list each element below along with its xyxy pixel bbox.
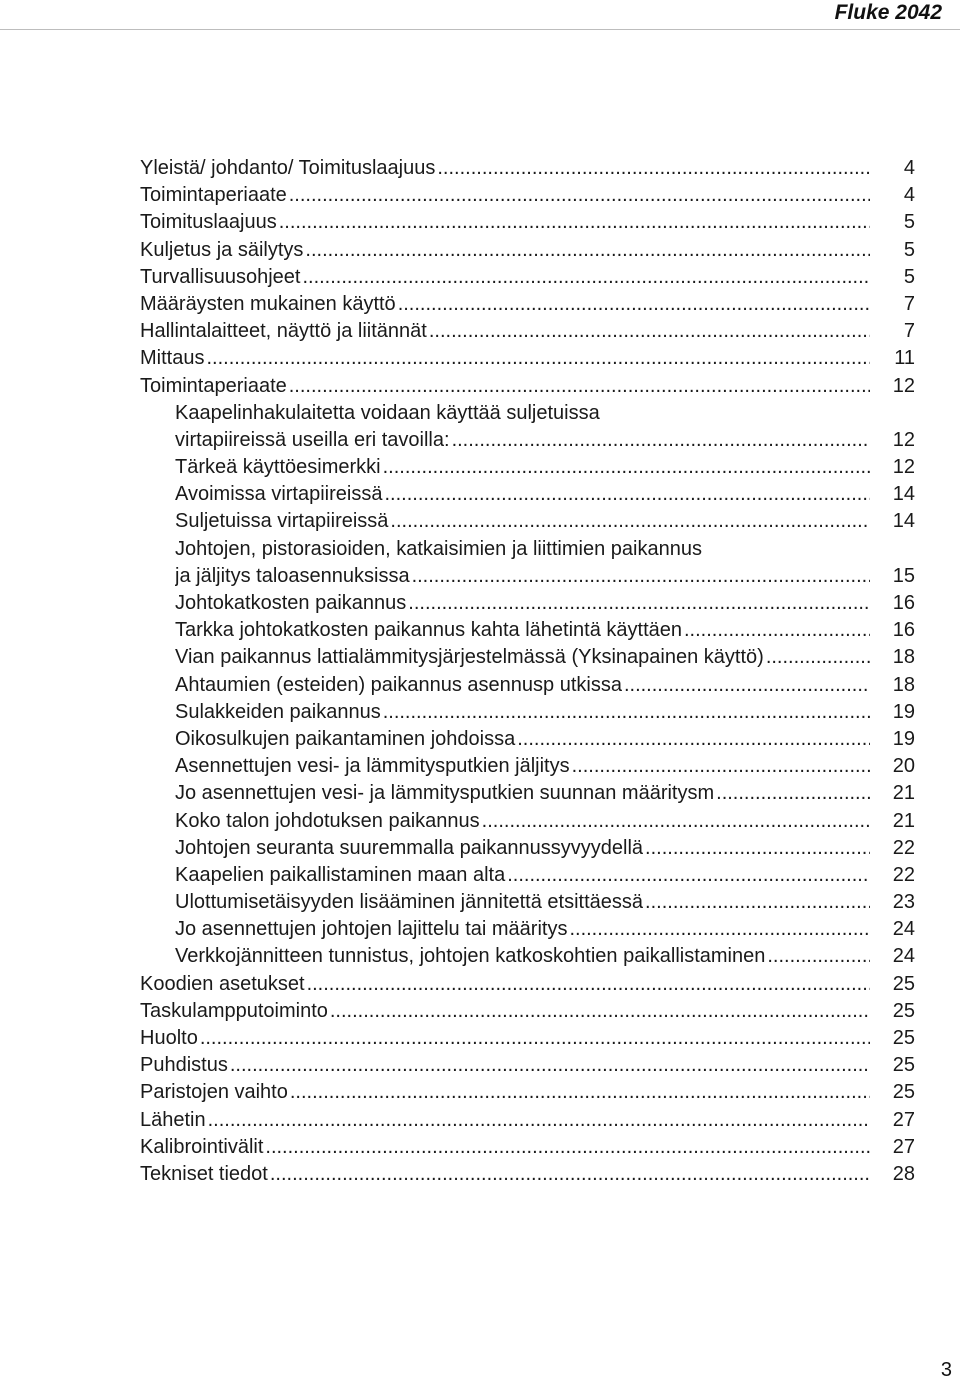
toc-dot-leader [766, 644, 870, 671]
toc-dot-leader [569, 916, 870, 943]
toc-entry-text [175, 672, 870, 699]
toc-entry-text [140, 1079, 870, 1106]
toc-entry-text [140, 345, 870, 372]
toc-entry-text [175, 726, 870, 753]
toc-entry[interactable] [140, 237, 915, 264]
toc-dot-leader [429, 318, 870, 345]
toc-dot-leader [302, 264, 870, 291]
toc-entry-text [175, 427, 870, 454]
toc-entry-page-number: 25 [892, 1054, 915, 1077]
toc-entry[interactable] [140, 998, 915, 1025]
toc-dot-leader [230, 1052, 870, 1079]
toc-entry-text [175, 699, 870, 726]
toc-entry-page-number: 20 [892, 755, 915, 778]
toc-entry-label: Kaapelien paikallistaminen maan alta [175, 863, 506, 886]
toc-entry[interactable] [140, 291, 915, 318]
toc-dot-leader [289, 182, 870, 209]
toc-entry[interactable] [140, 427, 915, 454]
toc-entry-text [140, 291, 870, 318]
toc-entry-text [140, 971, 870, 998]
toc-dot-leader [384, 481, 870, 508]
toc-dot-leader [507, 862, 870, 889]
toc-entry-label: Avoimissa virtapiireissä [175, 483, 383, 506]
toc-entry-page-number: 28 [892, 1162, 915, 1185]
toc-entry[interactable] [140, 182, 915, 209]
toc-entry[interactable] [140, 400, 915, 427]
toc-entry-text [140, 264, 870, 291]
toc-entry-page-number: 23 [892, 891, 915, 914]
toc-entry-text [175, 536, 870, 563]
toc-entry-page-number: 18 [892, 673, 915, 696]
toc-entry-label: Toimituslaajuus [140, 211, 277, 234]
toc-entry-text [175, 753, 870, 780]
toc-entry[interactable] [140, 318, 915, 345]
toc-entry-label: Sulakkeiden paikannus [175, 700, 381, 723]
toc-dot-leader [437, 155, 870, 182]
toc-entry-text [175, 644, 870, 671]
toc-entry[interactable] [140, 916, 915, 943]
toc-entry-label: Toimintaperiaate [140, 374, 287, 397]
toc-entry-label: Johtojen seuranta suuremmalla paikannussyvyydellä [175, 836, 644, 859]
toc-entry-page-number: 16 [892, 592, 915, 614]
toc-entry-text [175, 508, 870, 535]
toc-entry-label: Asennettujen vesi- ja lämmitysputkien jäljitys [175, 755, 570, 778]
toc-entry-label: Puhdistus [140, 1054, 228, 1077]
toc-dot-leader [645, 889, 870, 916]
toc-entry-page-number: 19 [892, 727, 915, 750]
header-divider [0, 29, 960, 30]
toc-dot-leader [305, 237, 870, 264]
toc-entry-page-number: 7 [903, 292, 915, 315]
toc-dot-leader [383, 454, 870, 481]
toc-entry-page-number: 4 [903, 157, 915, 179]
toc-entry[interactable] [140, 373, 915, 400]
toc-entry-label: virtapiireissä useilla eri tavoilla: [175, 428, 450, 451]
toc-entry-text [140, 182, 870, 209]
toc-entry-text [140, 1161, 870, 1188]
toc-entry-text [140, 155, 870, 182]
toc-entry-text [140, 237, 870, 264]
toc-dot-leader [206, 345, 870, 372]
toc-entry-page-number: 4 [903, 184, 915, 207]
toc-entry-text [140, 1052, 870, 1079]
toc-dot-leader [398, 291, 870, 318]
toc-entry-label: Kalibrointivälit [140, 1135, 264, 1158]
toc-dot-leader [482, 808, 870, 835]
toc-entry-text [175, 916, 870, 943]
toc-entry-page-number: 24 [892, 945, 915, 968]
toc-entry-text [175, 617, 870, 644]
toc-entry-page-number: 12 [892, 456, 915, 479]
toc-entry-text [140, 1134, 870, 1161]
toc-entry[interactable] [140, 943, 915, 970]
toc-dot-leader [684, 617, 870, 644]
toc-dot-leader [290, 1079, 870, 1106]
toc-entry-label: Vian paikannus lattialämmitysjärjestelmässä (Yksinapainen käyttö) [175, 646, 764, 669]
toc-entry-page-number: 5 [903, 211, 915, 234]
toc-entry-label: Koodien asetukset [140, 972, 305, 995]
toc-entry[interactable] [140, 808, 915, 835]
toc-entry-label: Taskulampputoiminto [140, 999, 328, 1022]
toc-dot-leader [452, 427, 870, 454]
toc-entry-page-number: 27 [892, 1135, 915, 1158]
toc-dot-leader [383, 699, 870, 726]
toc-entry[interactable] [140, 835, 915, 862]
toc-entry-text [175, 943, 870, 970]
toc-entry-label: Ulottumisetäisyyden lisääminen jännitettä etsittäessä [175, 891, 644, 914]
toc-entry[interactable] [140, 345, 915, 372]
toc-entry-text [140, 1107, 870, 1134]
toc-entry-text [175, 835, 870, 862]
toc-dot-leader [289, 373, 870, 400]
toc-entry[interactable] [140, 971, 915, 998]
toc-entry[interactable] [140, 563, 915, 590]
toc-entry-label: Hallintalaitteet, näyttö ja liitännät [140, 320, 427, 343]
toc-entry-label: Toimintaperiaate [140, 184, 287, 207]
toc-entry[interactable] [140, 508, 915, 535]
toc-entry-label: ja jäljitys taloasennuksissa [175, 564, 410, 587]
toc-entry-page-number: 14 [892, 483, 915, 506]
toc-entry-label: Suljetuissa virtapiireissä [175, 510, 389, 533]
toc-entry-label: Oikosulkujen paikantaminen johdoissa [175, 727, 516, 750]
toc-entry[interactable] [140, 209, 915, 236]
toc-entry[interactable] [140, 699, 915, 726]
toc-dot-leader [624, 672, 870, 699]
toc-dot-leader [645, 835, 870, 862]
toc-entry-label: Paristojen vaihto [140, 1081, 288, 1104]
toc-dot-leader [279, 209, 870, 236]
toc-dot-leader [270, 1161, 870, 1188]
toc-entry-label: Tarkka johtokatkosten paikannus kahta lähetintä käyttäen [175, 619, 682, 642]
toc-entry-label: Kaapelinhakulaitetta voidaan käyttää suljetuissa [175, 401, 600, 424]
toc-entry[interactable] [140, 1107, 915, 1134]
toc-dot-leader [412, 563, 870, 590]
toc-entry-page-number: 25 [892, 999, 915, 1022]
table-of-contents [140, 155, 915, 1188]
toc-entry-page-number: 11 [894, 347, 915, 370]
toc-entry-text [140, 373, 870, 400]
toc-entry[interactable] [140, 1079, 915, 1106]
toc-entry-page-number: 5 [903, 238, 915, 261]
toc-entry-page-number: 21 [892, 782, 915, 805]
toc-dot-leader [716, 780, 870, 807]
toc-entry[interactable] [140, 481, 915, 508]
toc-dot-leader [408, 590, 870, 617]
toc-dot-leader [390, 508, 870, 535]
toc-entry-text [175, 400, 870, 427]
toc-dot-leader [517, 726, 870, 753]
toc-dot-leader [307, 971, 870, 998]
toc-entry-page-number: 22 [892, 863, 915, 886]
toc-entry[interactable] [140, 590, 915, 617]
page-number: 3 [940, 1359, 952, 1381]
toc-entry-label: Määräysten mukainen käyttö [140, 292, 396, 315]
toc-entry-label: Huolto [140, 1027, 198, 1049]
toc-dot-leader [208, 1107, 870, 1134]
toc-entry-label: Jo asennettujen johtojen lajittelu tai määritys [175, 918, 568, 941]
toc-entry-page-number: 14 [892, 510, 915, 533]
toc-entry-label: Johtojen, pistorasioiden, katkaisimien ja liittimien paikannus [175, 537, 702, 560]
toc-entry-label: Lähetin [140, 1108, 206, 1131]
toc-entry[interactable] [140, 753, 915, 780]
toc-entry-page-number: 15 [892, 564, 915, 587]
toc-entry[interactable] [140, 454, 915, 481]
toc-entry[interactable] [140, 1025, 915, 1052]
toc-entry-label: Mittaus [140, 347, 205, 370]
toc-entry-text [175, 862, 870, 889]
toc-entry-text [140, 318, 870, 345]
toc-entry-page-number: 21 [892, 809, 915, 832]
toc-entry[interactable] [140, 862, 915, 889]
toc-dot-leader [572, 753, 870, 780]
toc-entry-text [140, 998, 870, 1025]
toc-entry[interactable] [140, 617, 915, 644]
toc-entry-label: Tärkeä käyttöesimerkki [175, 456, 381, 479]
toc-entry-label: Jo asennettujen vesi- ja lämmitysputkien suunnan määritysm [175, 782, 715, 805]
toc-entry-text [175, 808, 870, 835]
toc-entry-page-number: 12 [892, 374, 915, 397]
toc-dot-leader [767, 943, 870, 970]
toc-entry-page-number: 16 [892, 619, 915, 642]
toc-entry-page-number: 25 [892, 972, 915, 995]
toc-entry-label: Kuljetus ja säilytys [140, 238, 304, 261]
toc-entry[interactable] [140, 889, 915, 916]
toc-entry[interactable] [140, 672, 915, 699]
toc-entry-page-number: 19 [892, 700, 915, 723]
toc-entry-page-number: 27 [892, 1108, 915, 1131]
toc-entry[interactable] [140, 726, 915, 753]
toc-entry-page-number: 22 [892, 836, 915, 859]
toc-entry-label: Turvallisuusohjeet [140, 265, 301, 288]
toc-entry[interactable] [140, 1052, 915, 1079]
toc-entry-label: Koko talon johdotuksen paikannus [175, 809, 480, 832]
toc-entry[interactable] [140, 1161, 915, 1188]
toc-entry-page-number: 12 [892, 428, 915, 451]
toc-entry-text [175, 563, 870, 590]
toc-entry[interactable] [140, 536, 915, 563]
page-header-title: Fluke 2042 [834, 1, 942, 24]
toc-entry[interactable] [140, 155, 915, 182]
toc-entry[interactable] [140, 1134, 915, 1161]
toc-entry-text [175, 590, 870, 617]
toc-entry[interactable] [140, 264, 915, 291]
toc-entry[interactable] [140, 780, 915, 807]
toc-entry-label: Yleistä/ johdanto/ Toimituslaajuus [140, 157, 436, 179]
toc-dot-leader [200, 1025, 870, 1052]
toc-entry-label: Tekniset tiedot [140, 1162, 268, 1185]
toc-dot-leader [330, 998, 870, 1025]
toc-entry[interactable] [140, 644, 915, 671]
toc-entry-page-number: 5 [903, 265, 915, 288]
toc-entry-label: Ahtaumien (esteiden) paikannus asennusp utkissa [175, 673, 622, 696]
toc-entry-text [175, 481, 870, 508]
toc-entry-page-number: 25 [892, 1081, 915, 1104]
toc-entry-text [140, 1025, 870, 1052]
toc-entry-text [175, 454, 870, 481]
toc-entry-text [175, 889, 870, 916]
toc-dot-leader [265, 1134, 870, 1161]
toc-entry-text [140, 209, 870, 236]
toc-entry-label: Verkkojännitteen tunnistus, johtojen katkoskohtien paikallistaminen [175, 945, 766, 968]
toc-entry-text [175, 780, 870, 807]
toc-entry-page-number: 25 [892, 1027, 915, 1049]
toc-entry-page-number: 7 [903, 320, 915, 343]
toc-entry-page-number: 18 [892, 646, 915, 669]
toc-entry-page-number: 24 [892, 918, 915, 941]
toc-entry-label: Johtokatkosten paikannus [175, 592, 407, 614]
